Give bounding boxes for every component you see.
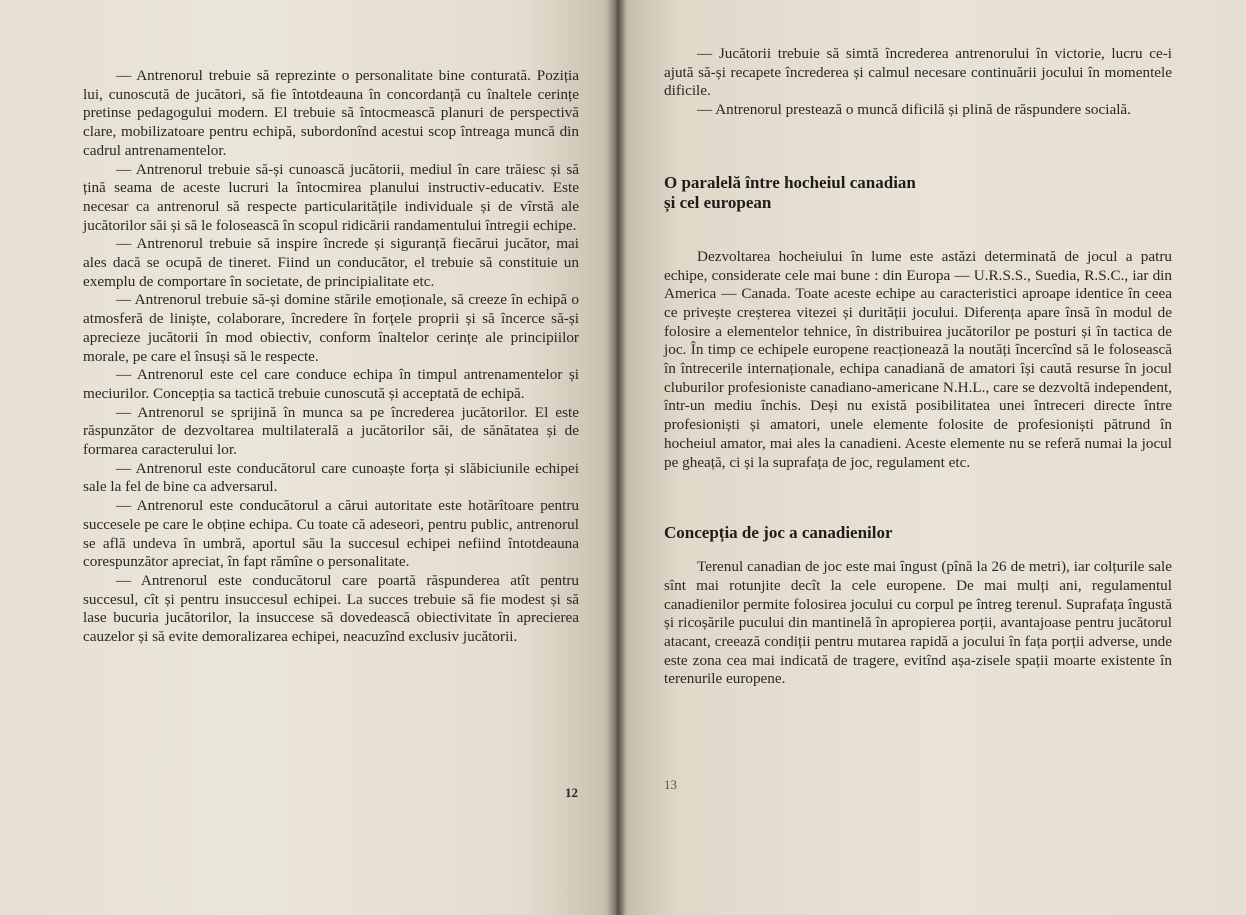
- paragraph: — Antrenorul este conducătorul care cunoaște forța și slăbiciunile echipei sale la fel de bine ca adversarul.: [83, 459, 579, 496]
- section-heading-concept: Concepția de joc a canadienilor: [664, 523, 893, 543]
- paragraph: — Antrenorul trebuie să-și domine stările emoționale, să creeze în echipă o atmosferă de liniște, colaborare, încredere în forțele proprii și să încerce să-și aprecieze jucătorii în mod obiectiv, conform înaltelor cerințe ale principiilor morale, pe care el însuși să le respecte.: [83, 291, 579, 365]
- heading-line: și cel european: [664, 192, 772, 212]
- left-page: [0, 0, 616, 915]
- paragraph: Terenul canadian de joc este mai îngust (pînă la 26 de metri), iar colțurile sale sînt mai rotunjite decît la cele europene. De mai mulți ani, regulamentul canadienilor permite folosirea jocului cu corpul pe întreg terenul. Suprafața îngustă și ricoșările pucului din mantinelă în apropierea porții, avantajoase pentru jucătorul atacant, creează condiții pentru mutarea rapidă a jocului în fața porții adverse, unde este zona cea mai indicată de tragere, evitînd așa-zisele spații moarte existente în terenurile europene.: [664, 558, 1172, 688]
- paragraph: — Jucătorii trebuie să simtă încrederea antrenorului în victorie, lucru ce-i ajută să-și recapete încrederea și calmul necesare continuării jocului în momentele dificile.: [664, 45, 1172, 100]
- paragraph: — Antrenorul trebuie să inspire încrede și siguranță fiecărui jucător, mai ales dacă se ocupă de tineret. Fiind un conducător, el trebuie să constituie un exemplu de comportare în societate, de principialitate etc.: [83, 235, 579, 290]
- page-number-left: 12: [565, 785, 578, 800]
- paragraph: — Antrenorul este conducătorul care poartă răspunderea atît pentru succesul, cît și pentru insuccesul echipei. La succes trebuie să fie modest și să lase bucuria jucătorilor, la insuccese să dovedească obiectivitate în aprecierea cauzelor și să evite demoralizarea echipei, neacuzînd exclusiv jucătorii.: [83, 571, 579, 646]
- paragraph: — Antrenorul trebuie să reprezinte o personalitate bine conturată. Poziția lui, cunoscută de jucători, să fie întotdeauna în concordanță cu înaltele cerințe pretinse pedagogului modern. El trebuie să întocmească planuri de perspectivă clare, mobilizatoare pentru echipă, subordonînd acestui scop întreaga muncă din cadrul antrenamentelor.: [83, 67, 579, 159]
- paragraph: — Antrenorul trebuie să-și cunoască jucătorii, mediul în care trăiesc și să țină seama de aceste lucruri la întocmirea planului instructiv-educativ. Este necesar ca antrenorul să respecte particularitățile individuale și de vîrstă ale jucătorilor săi și să le folosească în scopul ridicării randamentului întregii echipe.: [83, 160, 579, 234]
- heading-line: O paralelă între hocheiul canadian: [664, 172, 916, 192]
- right-text-column: [664, 45, 1172, 689]
- page-number-right: 13: [664, 777, 677, 792]
- paragraph: — Antrenorul prestează o muncă dificilă și plină de răspundere socială.: [697, 101, 1131, 119]
- left-text-column: [83, 67, 579, 647]
- paragraph: — Antrenorul se sprijină în munca sa pe încrederea jucătorilor. El este răspunzător de dezvoltarea multilaterală a jucătorilor săi, de sănătatea și de formarea caracterului lor.: [83, 403, 579, 459]
- section-heading-parallel: [664, 173, 1172, 213]
- book-gutter: [608, 0, 626, 915]
- paragraph: — Antrenorul este cel care conduce echipa în timpul antrenamentelor și meciurilor. Concepția sa tactică trebuie cunoscută și acceptată de echipă.: [83, 366, 579, 402]
- paragraph: — Antrenorul este conducătorul a cărui autoritate este hotărîtoare pentru succesele pe care le obține echipa. Cu toate că adeseori, pentru public, antrenorul se află undeva în umbră, aportul său la succesul echipei nefiind întotdeauna corespunzător apreciat, în fapt rămîne o personalitate.: [83, 497, 579, 571]
- paragraph: Dezvoltarea hocheiului în lume este astăzi determinată de jocul a patru echipe, considerate cele mai bune : din Europa — U.R.S.S., Suedia, R.S.C., iar din America — Canada. Toate aceste echipe au caracteristici aproape identice în ceea ce privește creșterea vitezei și durității jocului. Diferența apare însă în modul de folosire a elementelor tehnice, în distribuirea jucătorilor pe posturi și în tactica de joc. În timp ce echipele europene reacționează la noutăți încercînd să le folosească în întrecerile internaționale, echipa canadiană de amatori își caută resurse în jocul cluburilor profesioniste canadiano-americane N.H.L., care se dezvoltă independent, într-un mediu închis. Deși nu există posibilitatea unei întreceri directe între profesioniști și amatori, unele elemente folosite de profesioniști pătrund în hocheiul amator, mai ales la canadieni. Aceste elemente nu se referă numai la jocul pe gheață, ci și la suprafața de joc, regulament etc.: [664, 247, 1172, 471]
- right-page: [616, 0, 1246, 915]
